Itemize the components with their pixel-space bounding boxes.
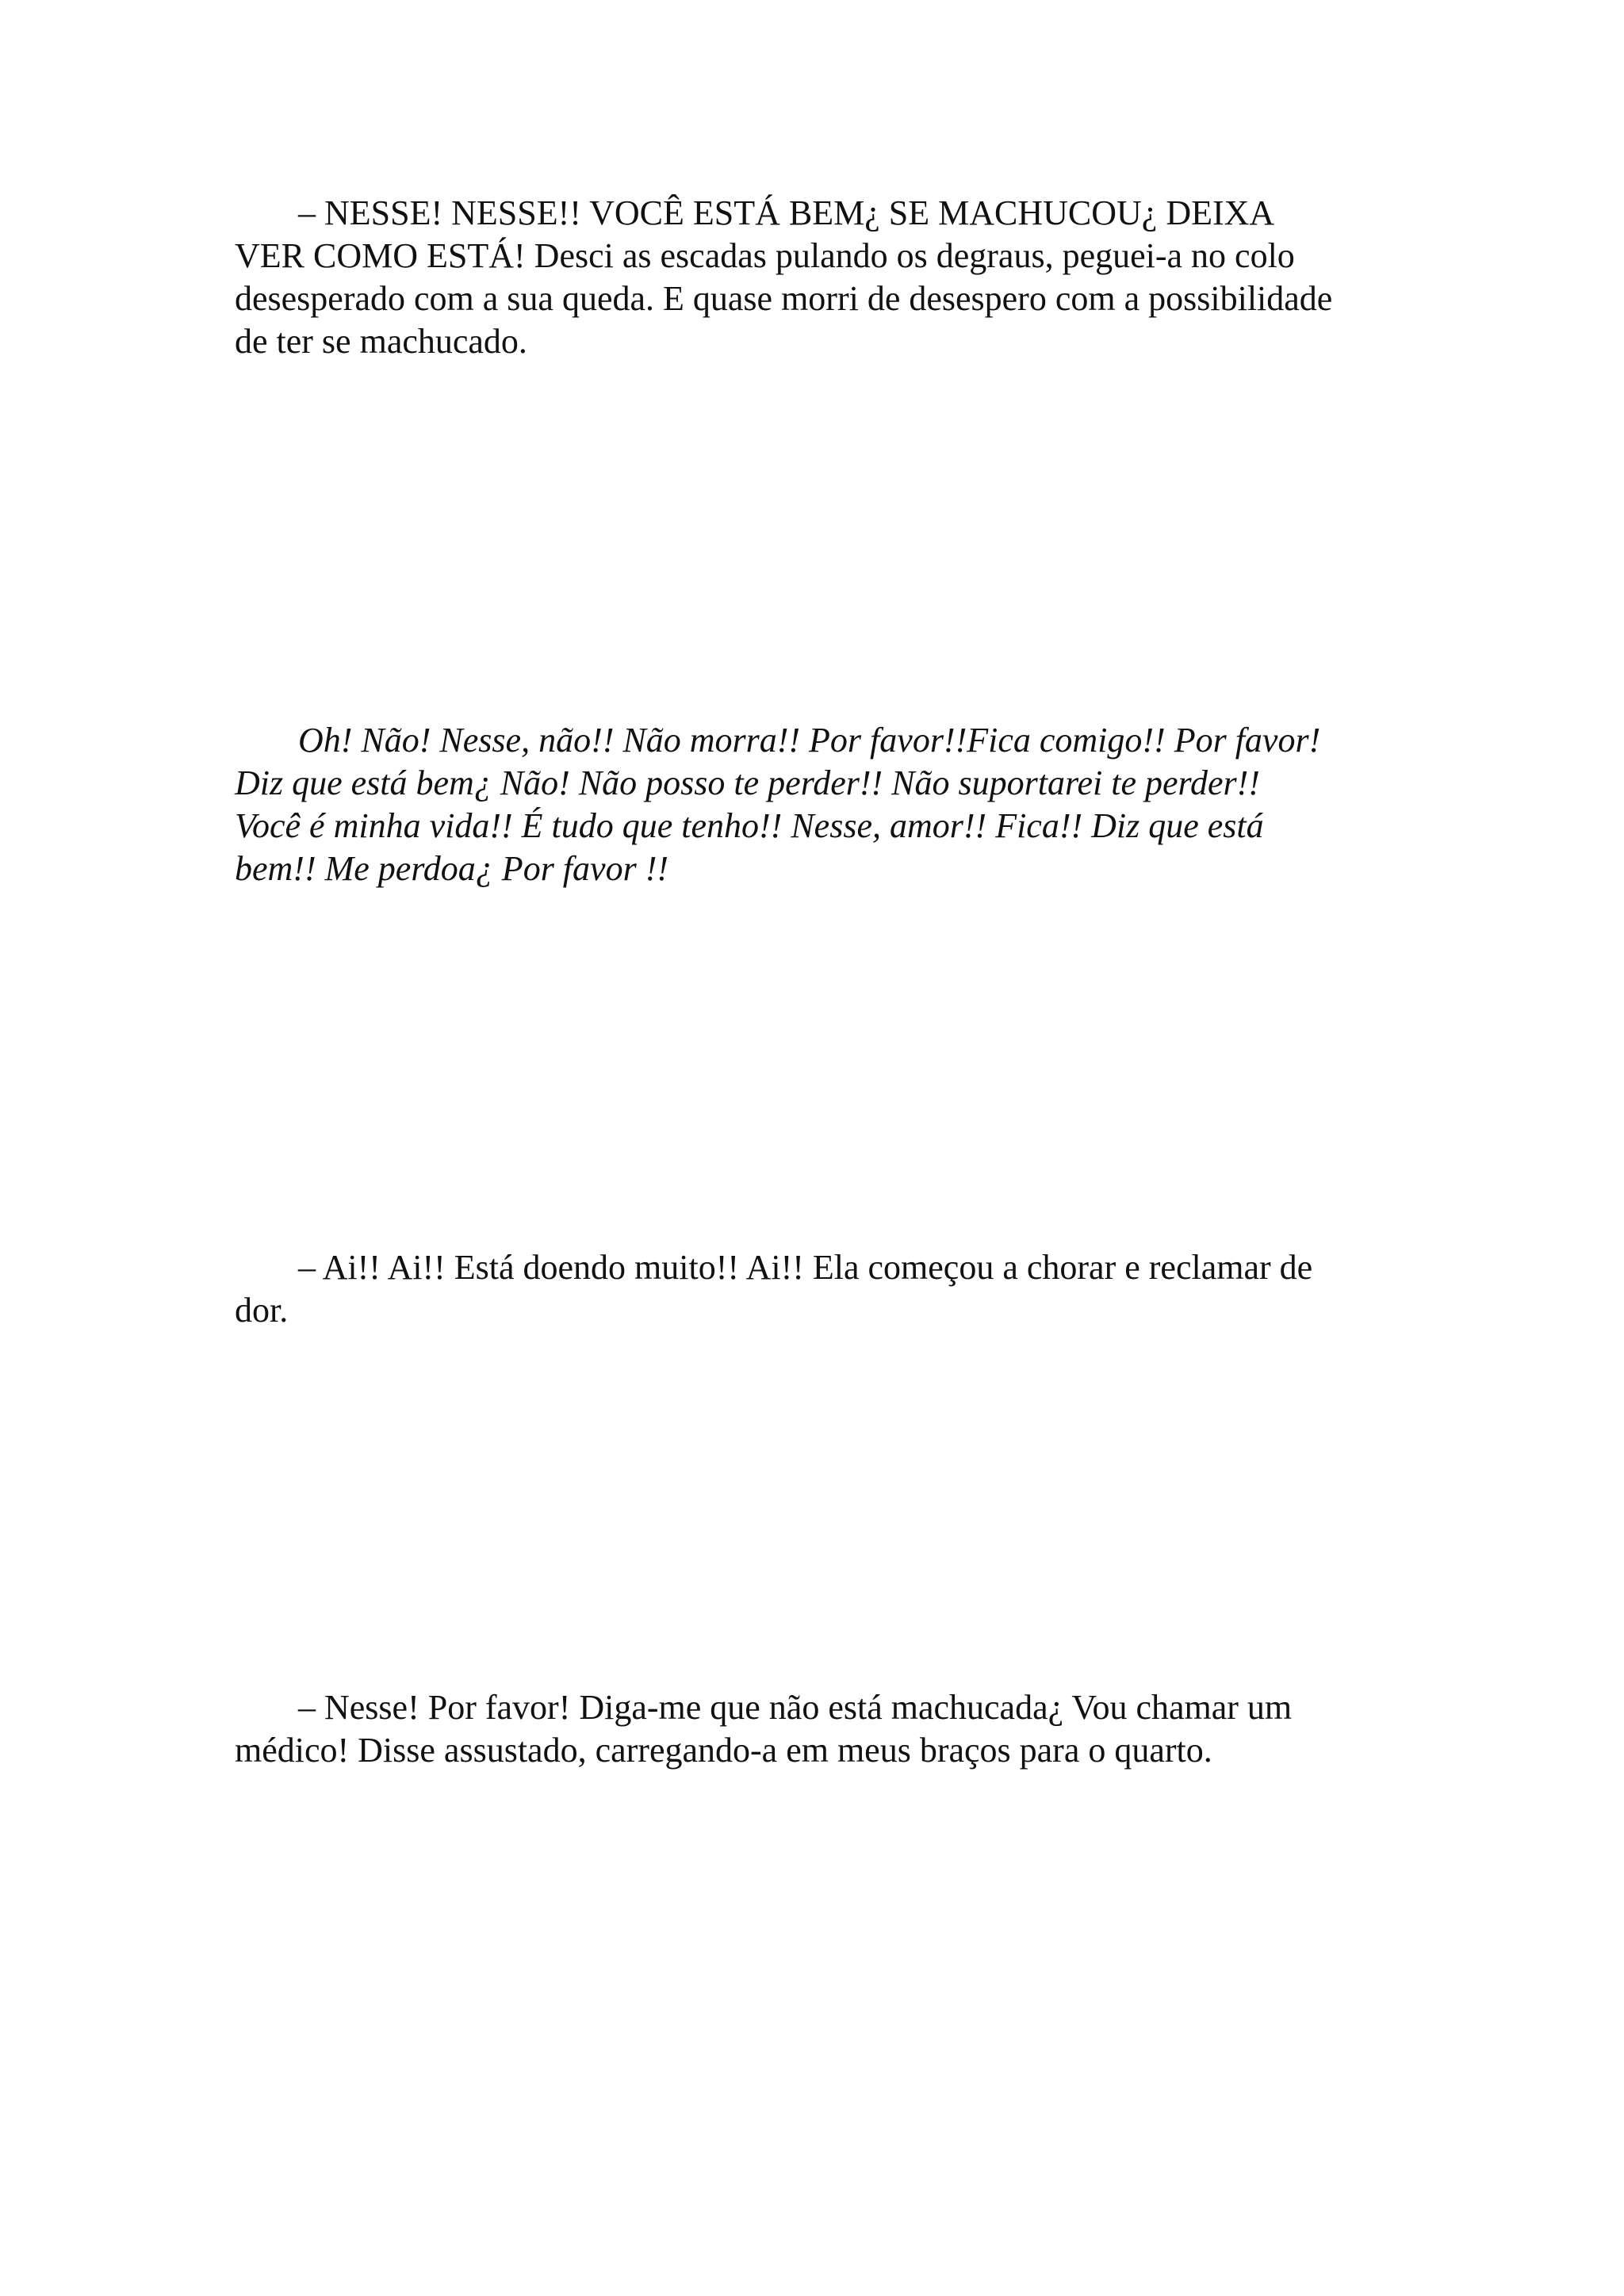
paragraph-4-line-2: médico! Disse assustado, carregando-a em meus braços para o quarto. bbox=[235, 1731, 1212, 1770]
paragraph-2-italic bbox=[235, 719, 1400, 890]
paragraph-1-line-2: VER COMO ESTÁ! Desci as escadas pulando os degraus, peguei-a no colo bbox=[235, 236, 1295, 275]
paragraph-3 bbox=[235, 1246, 1400, 1332]
paragraph-4-line-1: – Nesse! Por favor! Diga-me que não está machucada¿ Vou chamar um bbox=[298, 1688, 1293, 1727]
paragraph-3-line-2: dor. bbox=[235, 1291, 289, 1330]
paragraph-1-line-4: de ter se machucado. bbox=[235, 322, 527, 361]
paragraph-2-line-2: Diz que está bem¿ Não! Não posso te perder!! Não suportarei te perder!! bbox=[235, 763, 1260, 802]
paragraph-3-line-1: – Ai!! Ai!! Está doendo muito!! Ai!! Ela começou a chorar e reclamar de bbox=[298, 1248, 1313, 1287]
paragraph-4 bbox=[235, 1686, 1400, 1772]
paragraph-2-line-4: bem!! Me perdoa¿ Por favor !! bbox=[235, 849, 668, 888]
paragraph-1-line-3: desesperado com a sua queda. E quase morri de desespero com a possibilidade bbox=[235, 279, 1333, 318]
paragraph-2-line-1: Oh! Não! Nesse, não!! Não morra!! Por favor!!Fica comigo!! Por favor! bbox=[298, 721, 1321, 760]
paragraph-1 bbox=[235, 192, 1400, 363]
paragraph-1-line-1: – NESSE! NESSE!! VOCÊ ESTÁ BEM¿ SE MACHUCOU¿ DEIXA bbox=[298, 193, 1275, 232]
paragraph-2-line-3: Você é minha vida!! É tudo que tenho!! Nesse, amor!! Fica!! Diz que está bbox=[235, 806, 1264, 845]
